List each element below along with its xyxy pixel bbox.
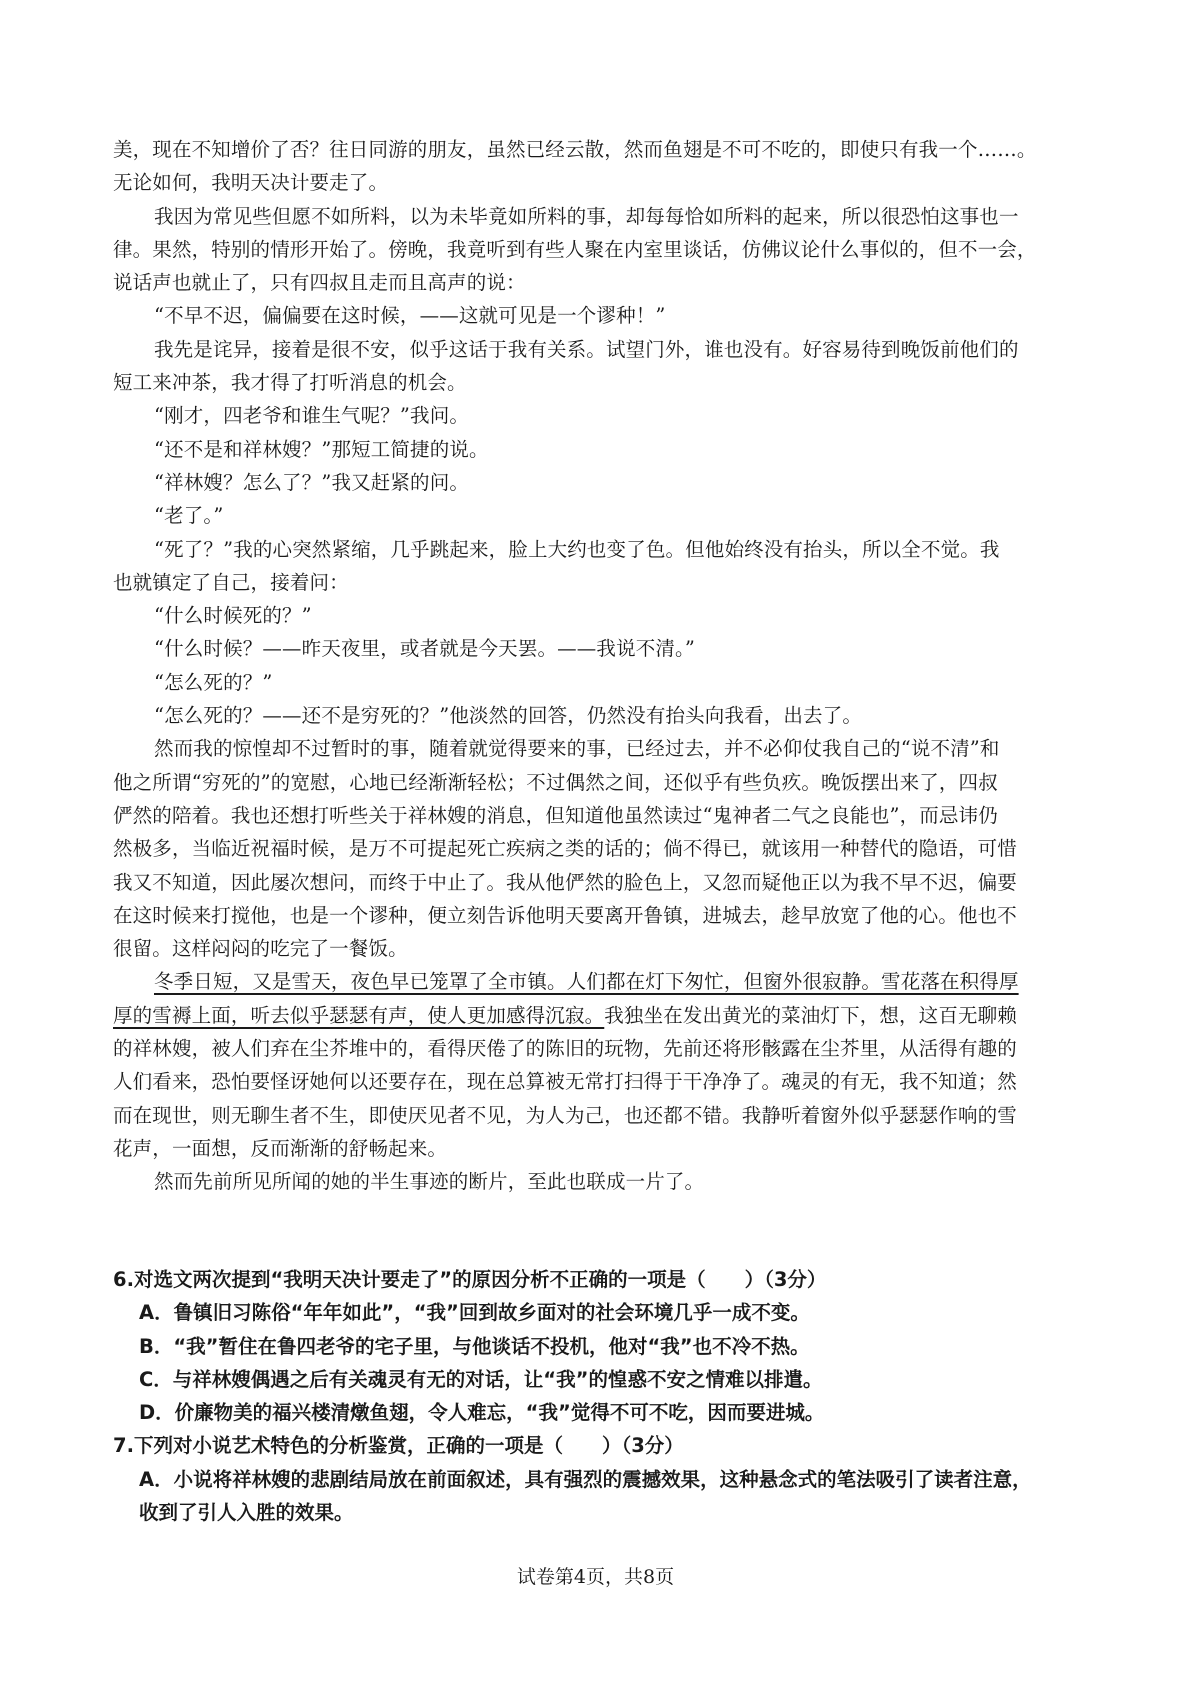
passage-line <box>113 1132 1088 1165</box>
passage-text: 很留。这样闷闷的吃完了一餐饭。 <box>113 937 408 961</box>
passage-line <box>113 566 1088 599</box>
passage-line <box>113 732 1088 765</box>
passage-text: 而在现世，则无聊生者不生，即使厌见者不见，为人为己，也还都不错。我静听着窗外似乎瑟瑟作响的雪 <box>113 1103 1017 1127</box>
passage-line <box>113 899 1088 932</box>
passage-line <box>113 1065 1088 1098</box>
answer-option: 收到了引人入胜的效果。 <box>139 1501 354 1525</box>
passage-line <box>113 533 1088 566</box>
passage-text: 然而我的惊惶却不过暂时的事，随着就觉得要来的事，已经过去，并不必仰仗我自己的“说不清”和 <box>154 737 1000 761</box>
question-stem: 7.下列对小说艺术特色的分析鉴赏，正确的一项是（ ）（3分） <box>113 1434 684 1458</box>
passage-text: “什么时候死的？” <box>154 604 312 628</box>
passage-line <box>113 366 1088 399</box>
passage-text: 我先是诧异，接着是很不安，似乎这话于我有关系。试望门外，谁也没有。好容易待到晚饭前他们的 <box>154 337 1019 361</box>
passage-text: 我独坐在发出黄光的菜油灯下，想，这百无聊赖 <box>604 1003 1017 1027</box>
passage-line <box>113 166 1088 199</box>
reading-passage <box>113 133 1088 1199</box>
passage-line <box>113 266 1088 299</box>
passage-text: 我因为常见些但愿不如所料，以为未毕竟如所料的事，却每每恰如所料的起来，所以很恐怕这事也一 <box>154 204 1019 228</box>
answer-option: D．价廉物美的福兴楼清燉鱼翅，令人难忘，“我”觉得不可不吃，因而要进城。 <box>139 1401 825 1425</box>
passage-line <box>113 632 1088 665</box>
passage-line <box>113 1165 1088 1198</box>
passage-text: “怎么死的？——还不是穷死的？”他淡然的回答，仍然没有抬头向我看，出去了。 <box>154 704 862 728</box>
passage-line <box>113 399 1088 432</box>
passage-line <box>113 832 1088 865</box>
question-stem: 6.对选文两次提到“我明天决计要走了”的原因分析不正确的一项是（ ）（3分） <box>113 1268 827 1291</box>
page-footer: 试卷第4页，共8页 <box>516 1566 675 1588</box>
passage-line <box>113 766 1088 799</box>
passage-line <box>113 200 1088 233</box>
passage-text: “死了？”我的心突然紧缩，几乎跳起来，脸上大约也变了色。但他始终没有抬头，所以全不觉。我 <box>154 537 1000 561</box>
passage-text: 然极多，当临近祝福时候，是万不可提起死亡疾病之类的话的；倘不得已，就该用一种替代的隐语，可惜 <box>113 837 1017 861</box>
passage-text: “不早不迟，偏偏要在这时候，——这就可见是一个谬种！” <box>154 304 666 328</box>
answer-option: B．“我”暂住在鲁四老爷的宅子里，与他谈话不投机，他对“我”也不冷不热。 <box>139 1334 810 1358</box>
passage-text: 人们看来，恐怕要怪讶她何以还要存在，现在总算被无常打扫得于干净净了。魂灵的有无，我不知道；然 <box>113 1070 1017 1094</box>
passage-line <box>113 299 1088 332</box>
answer-option: A．鲁镇旧习陈俗“年年如此”，“我”回到故乡面对的社会环境几乎一成不变。 <box>139 1301 810 1325</box>
passage-line <box>113 233 1088 266</box>
passage-text: 我又不知道，因此屡次想问，而终于中止了。我从他俨然的脸色上，又忽而疑他正以为我不早不迟，偏要 <box>113 870 1017 894</box>
passage-line <box>113 433 1088 466</box>
passage-text: “怎么死的？” <box>154 670 273 694</box>
passage-text: 无论如何，我明天决计要走了。 <box>113 171 389 195</box>
passage-text: 然而先前所见所闻的她的半生事迹的断片，至此也联成一片了。 <box>154 1170 705 1194</box>
underlined-sentence: 冬季日短，又是雪天，夜色早已笼罩了全市镇。人们都在灯下匆忙，但窗外很寂静。雪花落在积得厚 <box>154 970 1019 994</box>
passage-line <box>113 932 1088 965</box>
underlined-sentence: 厚的雪褥上面，听去似乎瑟瑟有声，使人更加感得沉寂。 <box>113 1003 605 1027</box>
passage-text: 花声，一面想，反而渐渐的舒畅起来。 <box>113 1136 448 1160</box>
passage-line <box>113 466 1088 499</box>
passage-line <box>113 499 1088 532</box>
question-section <box>113 1263 1088 1529</box>
passage-text: “祥林嫂？怎么了？”我又赶紧的问。 <box>154 470 469 494</box>
passage-text: 俨然的陪着。我也还想打听些关于祥林嫂的消息，但知道他虽然读过“鬼神者二气之良能也”，而忌讳仍 <box>113 803 998 827</box>
passage-line <box>113 866 1088 899</box>
passage-line <box>113 1032 1088 1065</box>
passage-text: “什么时候？——昨天夜里，或者就是今天罢。——我说不清。” <box>154 637 696 661</box>
passage-text: 短工来冲茶，我才得了打听消息的机会。 <box>113 371 467 395</box>
answer-option: A．小说将祥林嫂的悲剧结局放在前面叙述，具有强烈的震撼效果，这种悬念式的笔法吸引了读者注意， <box>139 1467 1032 1491</box>
passage-line <box>113 799 1088 832</box>
passage-line <box>113 666 1088 699</box>
passage-line <box>113 599 1088 632</box>
passage-line <box>113 333 1088 366</box>
passage-text: 的祥林嫂，被人们弃在尘芥堆中的，看得厌倦了的陈旧的玩物，先前还将形骸露在尘芥里，从活得有趣的 <box>113 1037 1017 1061</box>
passage-text: “老了。” <box>154 504 224 528</box>
passage-text: “还不是和祥林嫂？”那短工简捷的说。 <box>154 437 489 461</box>
passage-text: 在这时候来打搅他，也是一个谬种，便立刻告诉他明天要离开鲁镇，进城去，趁早放宽了他的心。他也不 <box>113 903 1017 927</box>
passage-line <box>113 999 1088 1032</box>
passage-text: 说话声也就止了，只有四叔且走而且高声的说： <box>113 271 526 295</box>
passage-line <box>113 965 1088 998</box>
passage-text: 他之所谓“穷死的”的宽慰，心地已经渐渐轻松；不过偶然之间，还似乎有些负疚。晚饭摆出来了，四叔 <box>113 770 998 794</box>
passage-line <box>113 699 1088 732</box>
passage-text: “刚才，四老爷和谁生气呢？”我问。 <box>154 404 469 428</box>
passage-text: 美，现在不知增价了否？往日同游的朋友，虽然已经云散，然而鱼翅是不可不吃的，即使只有我一个……。 <box>113 138 1037 161</box>
passage-text: 也就镇定了自己，接着问： <box>113 570 349 594</box>
passage-text: 律。果然，特别的情形开始了。傍晚，我竟听到有些人聚在内室里谈话，仿佛议论什么事似的，但不一会， <box>113 237 1037 261</box>
answer-option: C．与祥林嫂偶遇之后有关魂灵有无的对话，让“我”的惶惑不安之情难以排遣。 <box>139 1367 823 1391</box>
passage-line <box>113 1099 1088 1132</box>
passage-line <box>113 133 1088 166</box>
